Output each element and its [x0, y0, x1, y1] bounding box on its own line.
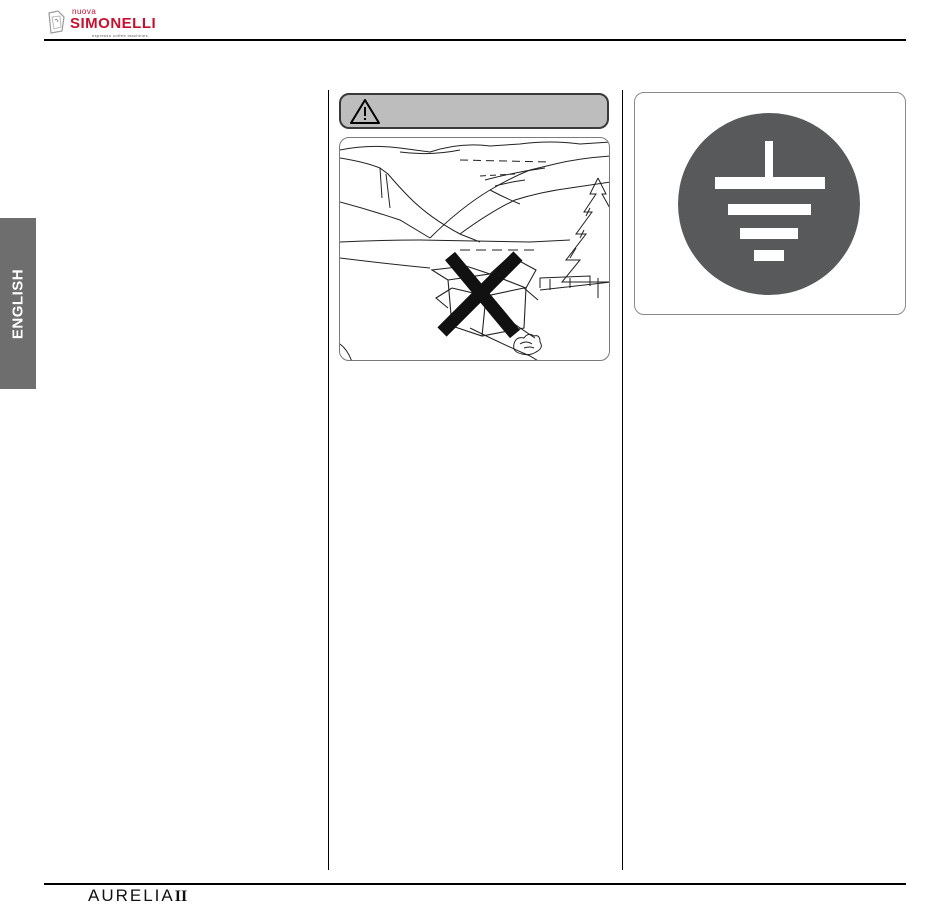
- logo-tagline: espresso coffee machines: [92, 33, 148, 38]
- column-divider-right: [622, 90, 623, 870]
- pine-tree-icon: [562, 178, 610, 298]
- logo-prefix: nuova: [72, 7, 97, 16]
- column-divider-left: [328, 90, 329, 870]
- product-logo: [88, 886, 187, 906]
- mountain-ridge: [340, 142, 610, 152]
- no-dumping-packaging-illustration: [339, 137, 610, 361]
- footer-divider: [44, 883, 906, 885]
- language-tab: [0, 218, 36, 389]
- mountain-ridge: [340, 158, 480, 242]
- protective-earth-panel: [634, 92, 906, 315]
- language-tab-label: ENGLISH: [9, 268, 27, 339]
- product-generation: II: [174, 888, 188, 905]
- product-name: AURELIA: [88, 886, 175, 905]
- header-divider: [44, 39, 906, 41]
- logo-emblem-icon: [46, 9, 68, 35]
- protective-earth-ground-icon: [635, 93, 907, 316]
- prohibited-cross-icon: [442, 256, 518, 334]
- warning-triangle-icon: [349, 97, 381, 125]
- logo-brand-name: SIMONELLI: [70, 15, 157, 32]
- warning-banner: [339, 93, 609, 129]
- bush-icon: [514, 334, 542, 354]
- brand-logo: [46, 6, 196, 38]
